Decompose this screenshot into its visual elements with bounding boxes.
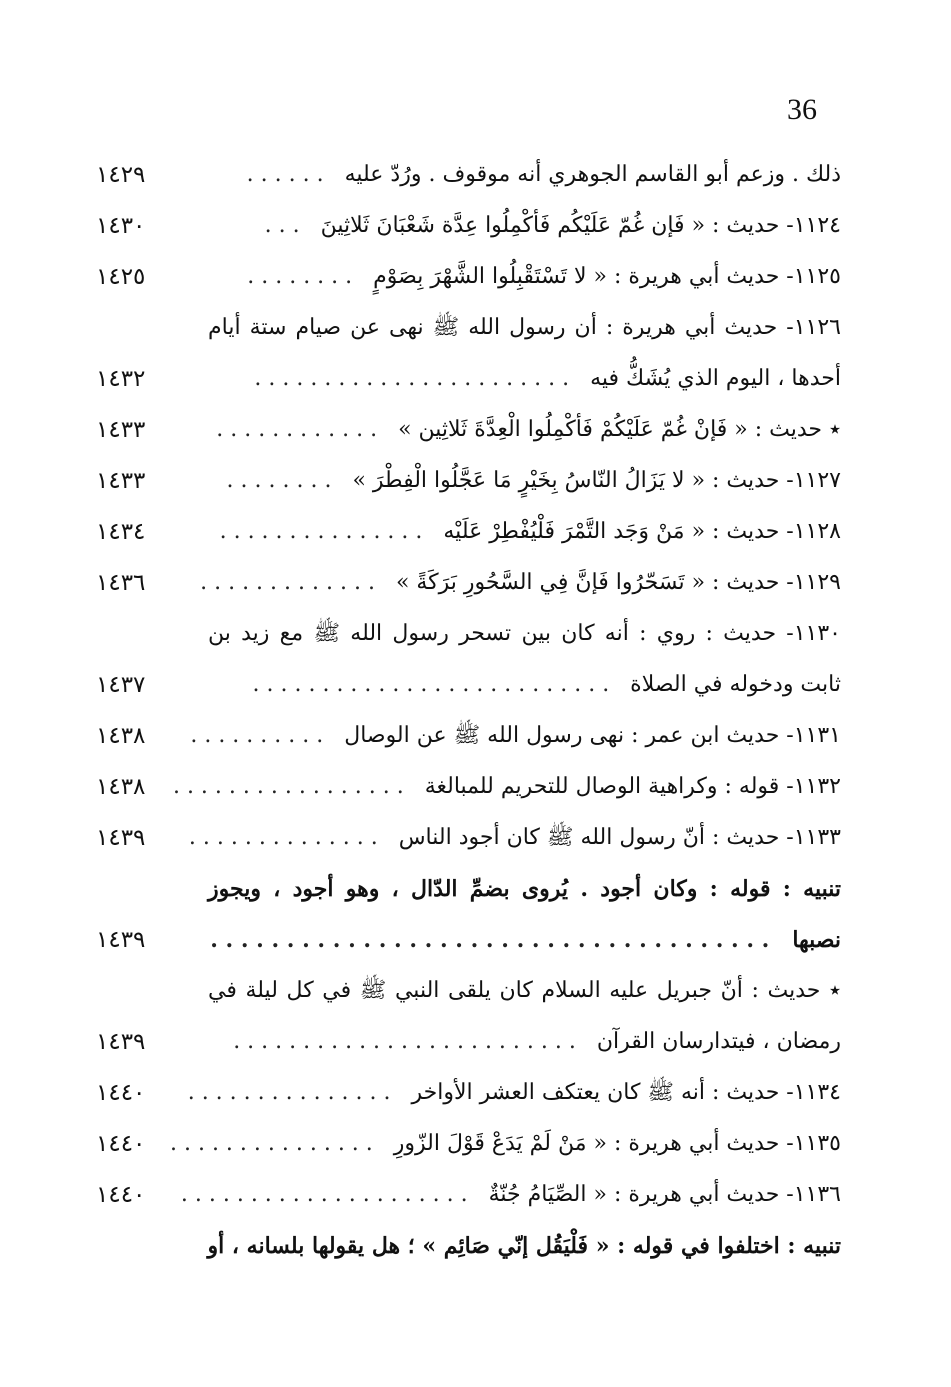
page-reference: ١٤٢٩ (96, 162, 146, 188)
entry-text (208, 921, 841, 959)
page-reference: ١٤٣٠ (96, 213, 146, 239)
index-entry-row (96, 456, 841, 507)
entry-text (208, 513, 841, 551)
entry-text (169, 1125, 841, 1163)
entry-title: ١١٣٢- قوله : وكراهية الوصال للتحريم للمبالغة (424, 774, 841, 799)
entry-text (208, 972, 841, 1010)
entry-title: ١١٣١- حديث ابن عمر : نهى رسول الله ﷺ عن الوصال (344, 723, 841, 748)
leader-dots: . . . . . . . . . . . . (216, 417, 378, 442)
entry-title: ٭ حديث : « فَإنْ غُمّ عَلَيْكُمْ فَأكْمِلُوا الْعِدَّةَ ثَلاثِين » (398, 417, 841, 442)
page-reference: ١٤٣٨ (96, 723, 146, 749)
index-entry-row (96, 864, 841, 915)
entry-text (208, 1227, 841, 1265)
leader-dots: . . . . . . . . . . (190, 723, 324, 748)
entry-title: ١١٣٦- حديث أبي هريرة : « الصِّيَامُ جُنّةٌ (488, 1182, 841, 1207)
index-entry-row (96, 150, 841, 201)
entry-title: تنبيه : قوله : وكان أجود . يُروى بضمِّ الدّال ، وهو أجود ، ويجوز (208, 876, 841, 902)
page-reference: ١٤٣٧ (96, 672, 146, 698)
page-reference: ١٤٤٠ (96, 1080, 146, 1106)
index-entry-row (96, 201, 841, 252)
entry-text (190, 717, 841, 755)
entry-text (188, 819, 841, 857)
leader-dots: . . . . . . . . . . . . . . . . . . . . . . . . . (233, 1029, 576, 1054)
index-list (96, 150, 841, 1272)
index-entry-row (96, 609, 841, 660)
entry-text (200, 564, 841, 602)
leader-dots: . . . . . . . . (226, 468, 332, 493)
page-reference: ١٤٣٩ (96, 825, 146, 851)
entry-text (208, 462, 841, 500)
entry-text (208, 870, 841, 908)
entry-text (208, 156, 841, 194)
entry-text (208, 615, 841, 653)
entry-text (208, 258, 841, 296)
entry-title: ١١٢٤- حديث : « فَإن غُمّ عَلَيْكُم فَأكْمِلُوا عِدَّة شَعْبَانَ ثَلاثِينَ (320, 213, 841, 238)
page-reference: ١٤٣٣ (96, 468, 146, 494)
leader-dots: . . . . . . . . . . . . . . . (169, 1131, 373, 1156)
entry-text (208, 207, 841, 245)
entry-title: رمضان ، فيتدارسان القرآن (596, 1029, 841, 1054)
entry-title: أحدها ، اليوم الذي يُشَكُّ فيه (590, 366, 841, 391)
entry-title: ١١٣٤- حديث : أنه ﷺ كان يعتكف العشر الأواخر (411, 1080, 841, 1105)
entry-title: ١١٢٧- حديث : « لا يَزَالُ النّاسُ بِخَيْرٍ مَا عَجَّلُوا الْفِطْرَ » (352, 468, 841, 493)
leader-dots: . . . . . . . . . . . . . . . . . . . . . . . (254, 366, 570, 391)
entry-text (180, 1176, 841, 1214)
entry-text (172, 768, 841, 806)
entry-title: ١١٢٩- حديث : « تَسَحّرُوا فَإنَّ فِي السَّحُورِ بَرَكَةً » (395, 570, 841, 595)
page-reference: ١٤٤٠ (96, 1131, 146, 1157)
page-reference: ١٤٣٢ (96, 366, 146, 392)
page-reference: ١٤٣٨ (96, 774, 146, 800)
page-reference: ١٤٣٩ (96, 927, 146, 953)
page-reference: ١٤٣٦ (96, 570, 146, 596)
page-reference: ١٤٢٥ (96, 264, 146, 290)
index-entry-row (96, 252, 841, 303)
index-entry-row (96, 915, 841, 966)
leader-dots: . . . . . . . . . . . . . . . (219, 519, 423, 544)
entry-title: ١١٢٥- حديث أبي هريرة : « لا تَسْتَقْبِلُوا الشَّهْرَ بِصَوْمٍ (373, 264, 841, 289)
entry-text (208, 309, 841, 347)
entry-title: ثابت ودخوله في الصلاة (630, 672, 841, 697)
leader-dots: . . . . . . . . . . . . . . . (187, 1080, 391, 1105)
leader-dots: . . . . . . . . . . . . . . . . . (172, 774, 404, 799)
entry-text (187, 1074, 841, 1112)
entry-title: ١١٢٨- حديث : « مَنْ وَجَد التَّمْرَ فَلْيُفْطِرْ عَلَيْه (443, 519, 841, 544)
entry-title: ١١٣٣- حديث : أنّ رسول الله ﷺ كان أجود الناس (398, 825, 841, 850)
leader-dots: . . . . . . (246, 162, 324, 187)
index-entry-row (96, 354, 841, 405)
leader-dots: . . . . . . . . . . . . . (200, 570, 375, 595)
page-reference: ١٤٣٩ (96, 1029, 146, 1055)
index-entry-row (96, 303, 841, 354)
entry-text (208, 1023, 841, 1061)
index-entry-row (96, 1221, 841, 1272)
index-entry-row (96, 1068, 841, 1119)
index-entry-row (96, 966, 841, 1017)
entry-title: ١١٣٠- حديث : روي : أنه كان بين تسحر رسول الله ﷺ مع زيد بن (208, 621, 841, 646)
index-entry-row (96, 1119, 841, 1170)
index-entry-row (96, 711, 841, 762)
entry-title: ذلك . وزعم أبو القاسم الجوهري أنه موقوف . ورُدّ عليه (344, 162, 841, 187)
page-number: 36 (787, 93, 817, 126)
entry-title: تنبيه : اختلفوا في قوله : « فَلْيَقُل إنّي صَائِم » ؛ هل يقولها بلسانه ، أو (207, 1233, 841, 1259)
leader-dots: . . . . . . . . . . . . . . . . . . . . . (180, 1182, 468, 1207)
entry-text (208, 360, 841, 398)
index-entry-row (96, 660, 841, 711)
leader-dots: . . . . . . . . . . . . . . (188, 825, 378, 850)
entry-title: ١١٢٦- حديث أبي هريرة : أن رسول الله ﷺ نهى عن صيام ستة أيام (208, 315, 841, 340)
leader-dots: . . . . . . . . . . . . . . . . . . . . . . . . . . . . . . . . . . . . . (210, 927, 770, 953)
entry-text (208, 411, 841, 449)
index-entry-row (96, 1017, 841, 1068)
entry-title: ٭ حديث : أنّ جبريل عليه السلام كان يلقى النبي ﷺ في كل ليلة في (208, 978, 841, 1003)
index-entry-row (96, 558, 841, 609)
page-reference: ١٤٣٣ (96, 417, 146, 443)
leader-dots: . . . . . . . . . . . . . . . . . . . . . . . . . . (252, 672, 610, 697)
page-reference: ١٤٣٤ (96, 519, 146, 545)
index-entry-row (96, 405, 841, 456)
entry-text (208, 666, 841, 704)
entry-title: نصبها (792, 927, 841, 953)
leader-dots: . . . (264, 213, 300, 238)
leader-dots: . . . . . . . . (247, 264, 353, 289)
page-reference: ١٤٤٠ (96, 1182, 146, 1208)
index-entry-row (96, 762, 841, 813)
index-entry-row (96, 1170, 841, 1221)
index-entry-row (96, 507, 841, 558)
entry-title: ١١٣٥- حديث أبي هريرة : « مَنْ لَمْ يَدَعْ قَوْلَ الزّورِ (393, 1131, 841, 1156)
index-entry-row (96, 813, 841, 864)
